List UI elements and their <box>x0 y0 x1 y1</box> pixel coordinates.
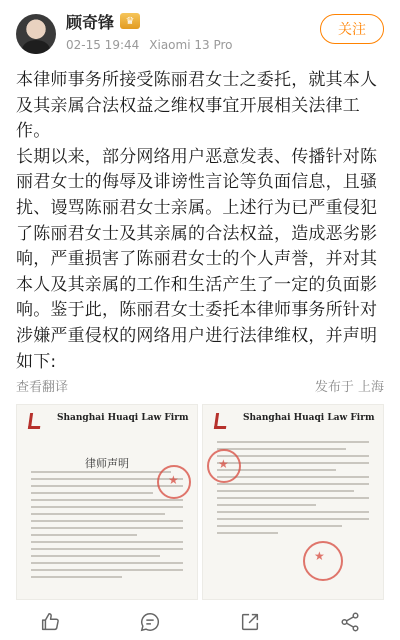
document-text-lines <box>217 441 369 539</box>
repost-icon <box>239 611 261 633</box>
author-row <box>66 10 140 32</box>
comment-icon <box>139 611 161 633</box>
post-meta <box>66 38 232 52</box>
vip-crown-icon: ♛ <box>120 13 140 29</box>
repost-button[interactable] <box>235 607 265 637</box>
document-image[interactable] <box>202 404 384 600</box>
avatar[interactable] <box>16 14 56 54</box>
post-paragraph: 长期以来，部分网络用户恶意发表、传播针对陈丽君女士的侮辱及诽谤性言论等负面信息，且骚扰、谩骂陈丽君女士亲属。上述行为已严重侵犯了陈丽君女士及其亲属的合法权益，造成恶劣影响，严重损害了陈丽君女士的个人声誉，并对其本人及其亲属的工作和生活产生了一定的负面影响。鉴于此，陈丽君女士委托本律师事务所针对涉嫌严重侵权的网络用户进行法律维权，并声明如下: <box>16 146 378 372</box>
post-content <box>16 68 384 375</box>
document-heading: 律师声明 <box>85 457 129 470</box>
like-button[interactable] <box>35 607 65 637</box>
document-firm-name: Shanghai Huaqi Law Firm <box>243 413 375 423</box>
post-timestamp: 02-15 19:44 <box>66 38 140 52</box>
author-name[interactable]: 顾奇锋 <box>66 12 115 32</box>
post-device: Xiaomi 13 Pro <box>149 38 233 52</box>
document-image[interactable] <box>16 404 198 600</box>
like-icon <box>39 611 61 633</box>
seal-stamp-icon <box>157 465 191 499</box>
document-firm-name: Shanghai Huaqi Law Firm <box>57 413 189 423</box>
share-icon <box>339 611 361 633</box>
post-header <box>0 0 400 62</box>
post-origin: 发布于 上海 <box>314 380 384 395</box>
post-footer-row <box>16 376 384 396</box>
share-button[interactable] <box>335 607 365 637</box>
seal-stamp-icon <box>207 449 241 483</box>
law-firm-logo-icon <box>214 413 228 429</box>
translate-link[interactable]: 查看翻译 <box>16 380 69 395</box>
post-paragraph: 本律师事务所接受陈丽君女士之委托，就其本人及其亲属合法权益之维权事宜开展相关法律工作。 <box>16 70 378 142</box>
post-action-bar <box>0 604 400 640</box>
image-gallery <box>16 404 384 600</box>
comment-button[interactable] <box>135 607 165 637</box>
follow-button[interactable]: 关注 <box>320 14 384 44</box>
seal-stamp-icon <box>303 541 343 581</box>
law-firm-logo-icon <box>28 413 42 429</box>
